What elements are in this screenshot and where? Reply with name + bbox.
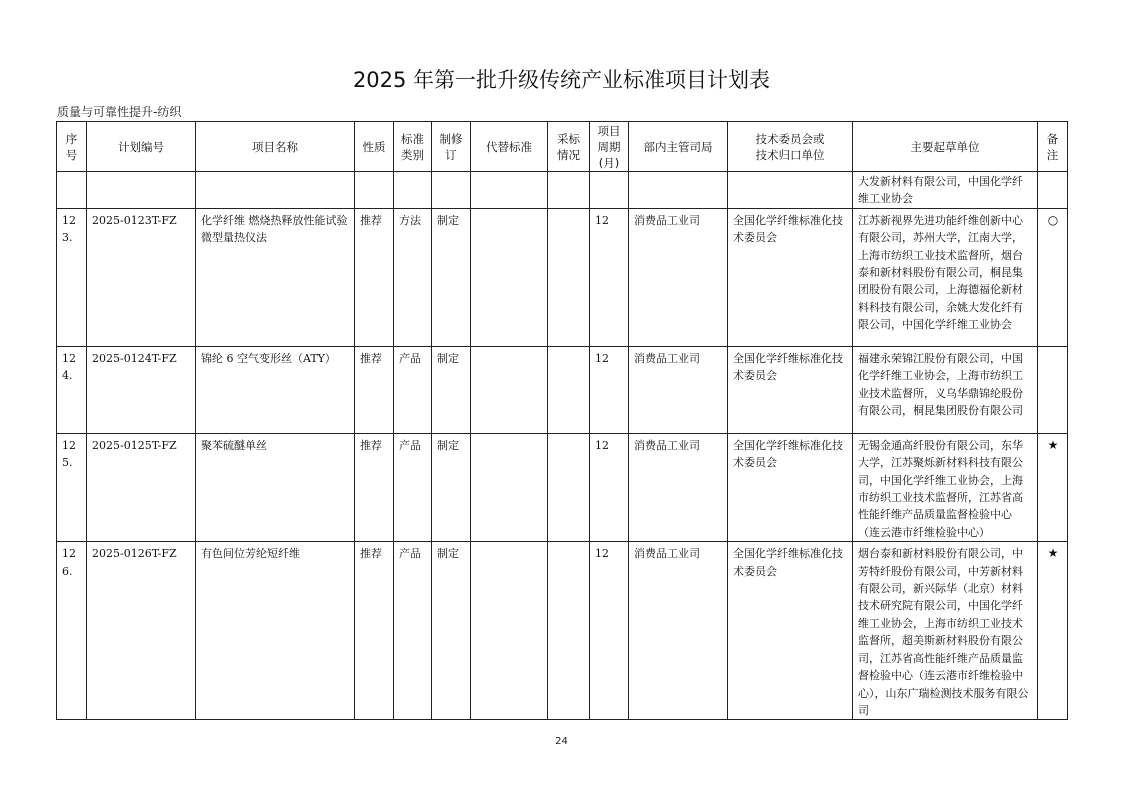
cell-committee (728, 172, 853, 209)
cell-project-name: 有色间位芳纶短纤维 (196, 542, 355, 720)
cell-note (1038, 172, 1068, 209)
header-plan-no: 计划编号 (87, 122, 196, 172)
cell-project-name: 锦纶 6 空气变形丝（ATY） (196, 346, 355, 433)
cell-period: 12 (590, 346, 629, 433)
cell-std-type (394, 172, 432, 209)
table-row (57, 542, 1068, 720)
star-mark-icon: ★ (1047, 546, 1059, 561)
header-std-type: 标准类别 (394, 122, 432, 172)
cell-note (1038, 346, 1068, 433)
cell-nature (355, 172, 394, 209)
cell-revise (432, 172, 471, 209)
cell-replace-std (471, 433, 548, 541)
cell-period: 12 (590, 433, 629, 541)
cell-std-type: 产品 (394, 346, 432, 433)
cell-note (1038, 208, 1068, 346)
header-note: 备注 (1038, 122, 1068, 172)
cell-plan-no: 2025-0126T-FZ (87, 542, 196, 720)
cell-drafters: 无锡金通高纤股份有限公司，东华大学，江苏聚烁新材料科技有限公司，中国化学纤维工业协会，上海市纺织工业技术监督所，江苏省高性能纤维产品质量监督检验中心（连云港市纤维检验中心） (853, 433, 1038, 541)
table-row (57, 433, 1068, 541)
cell-drafters: 大发新材料有限公司，中国化学纤维工业协会 (853, 172, 1038, 209)
cell-plan-no: 2025-0124T-FZ (87, 346, 196, 433)
cell-project-name (196, 172, 355, 209)
cell-nature: 推荐 (355, 433, 394, 541)
page-number: 24 (555, 736, 568, 747)
cell-dept: 消费品工业司 (629, 542, 728, 720)
cell-replace-std (471, 172, 548, 209)
cell-plan-no: 2025-0123T-FZ (87, 208, 196, 346)
cell-revise: 制定 (432, 542, 471, 720)
cell-revise: 制定 (432, 433, 471, 541)
header-committee: 技术委员会或技术归口单位 (728, 122, 853, 172)
header-period: 项目周期(月) (590, 122, 629, 172)
cell-drafters: 烟台泰和新材料股份有限公司，中芳特纤股份有限公司，中芳新材料有限公司，新兴际华（北京）材料技术研究院有限公司，中国化学纤维工业协会，上海市纺织工业技术监督所，超美斯新材料股份有限公司，江苏省高性能纤维产品质量监督检验中心（连云港市纤维检验中心），山东广瑞检测技术服务有限公司 (853, 542, 1038, 720)
header-drafters: 主要起草单位 (853, 122, 1038, 172)
header-revise: 制修订 (432, 122, 471, 172)
header-dept: 部内主管司局 (629, 122, 728, 172)
cell-adopt (548, 542, 590, 720)
cell-std-type: 产品 (394, 542, 432, 720)
page-title: 2025 年第一批升级传统产业标准项目计划表 (352, 68, 771, 92)
standards-plan-table (56, 121, 1068, 720)
cell-period: 12 (590, 208, 629, 346)
cell-dept: 消费品工业司 (629, 433, 728, 541)
header-nature: 性质 (355, 122, 394, 172)
cell-nature: 推荐 (355, 542, 394, 720)
cell-period (590, 172, 629, 209)
header-adopt: 采标情况 (548, 122, 590, 172)
header-project-name: 项目名称 (196, 122, 355, 172)
cell-nature: 推荐 (355, 346, 394, 433)
cell-project-name: 聚苯硫醚单丝 (196, 433, 355, 541)
cell-plan-no: 2025-0125T-FZ (87, 433, 196, 541)
cell-drafters: 福建永荣锦江股份有限公司，中国化学纤维工业协会，上海市纺织工业技术监督所，义乌华鼎锦纶股份有限公司，桐昆集团股份有限公司 (853, 346, 1038, 433)
cell-note (1038, 542, 1068, 720)
table-row-continuation (57, 172, 1068, 209)
cell-committee: 全国化学纤维标准化技术委员会 (728, 433, 853, 541)
cell-adopt (548, 208, 590, 346)
cell-committee: 全国化学纤维标准化技术委员会 (728, 542, 853, 720)
cell-replace-std (471, 346, 548, 433)
cell-project-name: 化学纤维 燃烧热释放性能试验 微型量热仪法 (196, 208, 355, 346)
section-label: 质量与可靠性提升-纺织 (57, 105, 182, 119)
cell-replace-std (471, 208, 548, 346)
cell-seq: 124. (57, 346, 87, 433)
table-row (57, 346, 1068, 433)
cell-std-type: 产品 (394, 433, 432, 541)
circle-mark-icon: ○ (1047, 212, 1059, 227)
cell-note (1038, 433, 1068, 541)
table-header-row (57, 122, 1068, 172)
cell-std-type: 方法 (394, 208, 432, 346)
cell-nature: 推荐 (355, 208, 394, 346)
cell-revise: 制定 (432, 208, 471, 346)
cell-committee: 全国化学纤维标准化技术委员会 (728, 346, 853, 433)
cell-dept: 消费品工业司 (629, 346, 728, 433)
cell-seq (57, 172, 87, 209)
table-row (57, 208, 1068, 346)
cell-committee: 全国化学纤维标准化技术委员会 (728, 208, 853, 346)
cell-adopt (548, 346, 590, 433)
cell-plan-no (87, 172, 196, 209)
cell-seq: 125. (57, 433, 87, 541)
cell-revise: 制定 (432, 346, 471, 433)
cell-replace-std (471, 542, 548, 720)
cell-seq: 126. (57, 542, 87, 720)
star-mark-icon: ★ (1047, 437, 1059, 452)
cell-dept: 消费品工业司 (629, 208, 728, 346)
cell-drafters: 江苏新视界先进功能纤维创新中心有限公司，苏州大学，江南大学，上海市纺织工业技术监督所，烟台泰和新材料股份有限公司，桐昆集团股份有限公司，上海德福伦新材料科技有限公司，余姚大发化纤有限公司，中国化学纤维工业协会 (853, 208, 1038, 346)
header-seq: 序号 (57, 122, 87, 172)
cell-adopt (548, 172, 590, 209)
header-replace-std: 代替标准 (471, 122, 548, 172)
cell-period: 12 (590, 542, 629, 720)
cell-dept (629, 172, 728, 209)
cell-adopt (548, 433, 590, 541)
cell-seq: 123. (57, 208, 87, 346)
